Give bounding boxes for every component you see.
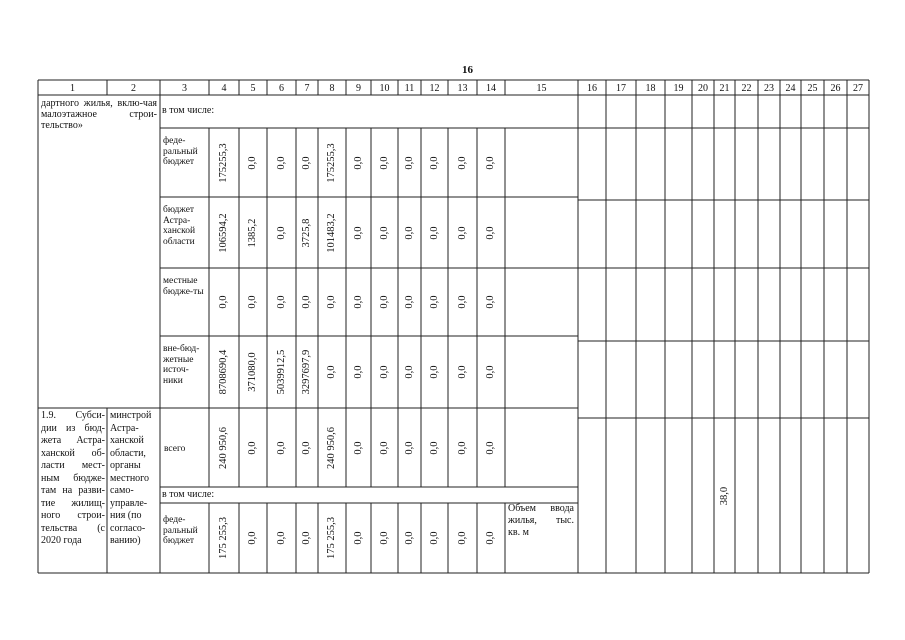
value-cell: 175 255,3 [326,517,337,559]
value-cell: 0,0 [378,295,390,309]
header-cell: 12 [429,83,440,94]
value-cell: 0,0 [485,225,496,240]
value-cell: 0,0 [301,155,312,170]
value-cell: 0,0 [247,440,258,455]
value-cell: 0,0 [456,531,468,545]
value-cell: 0,0 [428,440,440,455]
value-cell: 0,0 [326,295,337,309]
value-cell: 0,0 [352,155,364,170]
value-cell: 0,0 [378,155,390,170]
value-cell: 240 950,6 [326,426,337,469]
value-cell: 0,0 [403,295,415,309]
value-cell: 0,0 [428,295,440,309]
page-number: 16 [462,64,473,76]
value-cell: 175255,3 [326,142,337,183]
responsible-executor-line: управле- [110,497,148,509]
value-cell: 0,0 [352,295,364,309]
value-cell: 175 255,3 [218,517,229,559]
value-cell: 8708690,4 [218,349,229,395]
responsible-executor-line: ния (по [110,510,142,521]
indicator-line: кв. м [508,527,529,538]
value-cell: 0,0 [326,365,337,379]
responsible-executor-line: согласо- [110,522,146,534]
header-cell: 16 [587,83,597,94]
value-cell: 0,0 [456,155,468,170]
header-cell: 3 [182,83,187,94]
value-cell: 0,0 [456,295,468,309]
value-cell: 0,0 [403,365,415,379]
funding-source-label: феде-ральный бюджет [163,136,198,167]
activity-name-line: там на разви- [41,485,105,496]
value-cell: 175255,3 [218,142,229,183]
value-cell: 0,0 [485,365,496,379]
header-cell: 6 [279,83,284,94]
value-cell: 0,0 [428,225,440,240]
header-cell: 19 [673,83,684,94]
funding-source-label: местные бюдже-ты [163,276,204,297]
header-cell: 8 [329,83,335,94]
value-cell: 0,0 [275,155,287,170]
value-cell: 0,0 [378,531,390,545]
value-cell: 0,0 [403,440,415,455]
responsible-executor-line: ханской [110,435,144,446]
value-cell: 3725,8 [301,218,312,247]
responsible-executor-line: ванию) [110,535,141,546]
header-cell: 7 [304,83,310,94]
value-cell: 1385,2 [247,218,258,247]
value-cell: 101483,2 [326,212,337,253]
value-cell: 0,0 [456,365,468,379]
responsible-executor-line: Астра- [110,422,139,434]
header-cell: 24 [785,83,796,94]
value-cell: 0,0 [485,440,496,455]
activity-name-line: ным бюдже- [41,472,105,484]
header-cell: 9 [356,83,361,94]
value-cell: 0,0 [428,155,440,170]
in-total-label-2: в том числе: [162,489,215,500]
value-cell: 371080,0 [247,352,258,392]
header-cell: 25 [807,83,818,94]
in-total-label-1: в том числе: [162,105,215,116]
value-cell: 0,0 [485,295,496,309]
header-cell: 1 [70,83,75,94]
value-cell: 0,0 [485,155,496,170]
value-cell: 0,0 [352,365,364,379]
responsible-executor-line: местного [110,472,150,484]
row-title-continued: дартного жилья, вклю-чая малоэтажное строи-тельство» [41,98,157,131]
header-cell: 14 [486,83,496,94]
header-cell: 5 [250,83,256,94]
header-cell: 11 [404,83,415,94]
header-cell: 17 [616,83,626,94]
value-cell: 0,0 [403,225,415,240]
responsible-executor-line: области, [110,447,146,459]
value-cell: 0,0 [301,295,312,309]
value-cell: 0,0 [301,440,312,455]
value-cell: 0,0 [428,365,440,379]
activity-name-line: 2020 года [41,535,82,546]
responsible-executor-line: само- [110,485,134,496]
activity-name-line: ханской об- [41,447,105,459]
value-cell: 240 950,6 [218,426,229,469]
indicator-line: Объем ввода [508,503,574,514]
header-cell: 18 [645,83,656,94]
value-cell: 0,0 [275,531,287,545]
value-cell: 0,0 [247,155,258,170]
header-cell: 13 [457,83,468,94]
value-cell: 0,0 [403,155,415,170]
header-cell: 26 [830,83,841,94]
value-cell: 0,0 [403,531,415,545]
activity-name-line: тельства (с [41,522,105,534]
activity-name-line: дии из бюд- [41,422,105,434]
header-cell: 2 [131,83,136,94]
value-cell: 0,0 [218,295,229,309]
value-cell: 0,0 [378,365,390,379]
value-cell: 0,0 [456,440,468,455]
value-cell: 3297697,9 [301,349,312,395]
value-cell: 0,0 [301,531,312,545]
activity-name-line: тие жилищ- [41,497,105,509]
header-cell: 15 [536,83,547,94]
value-cell: 106594,2 [218,212,229,253]
value-cell: 0,0 [456,225,468,240]
activity-name-line: жета Астра- [41,435,105,446]
value-cell: 0,0 [352,225,364,240]
header-cell: 23 [764,83,774,94]
header-cell: 21 [719,83,730,94]
header-cell: 20 [698,83,708,94]
value-cell: 0,0 [275,440,287,455]
value-cell: 0,0 [352,531,364,545]
federal-budget-label: феде-ральный бюджет [163,515,198,546]
responsible-executor-line: органы [110,460,141,471]
value-cell: 0,0 [275,225,287,240]
value-cell: 0,0 [378,225,390,240]
header-cell: 4 [221,83,227,94]
header-cell: 27 [853,83,863,94]
header-cell: 22 [741,83,752,94]
total-label: всего [164,444,186,454]
activity-name-line: ласти мест- [41,460,105,471]
responsible-executor-line: минстрой [110,410,152,421]
funding-source-label: вне-бюд-жетные источ-ники [163,344,200,386]
indicator-line: жилья, тыс. [508,515,574,526]
value-cell: 0,0 [275,295,287,309]
value-cell: 0,0 [485,531,496,545]
value-cell: 0,0 [247,295,258,309]
target-value-cell: 38,0 [718,486,730,506]
value-cell: 0,0 [352,440,364,455]
header-cell: 10 [379,83,390,94]
activity-name-line: ного строи- [41,510,105,521]
funding-source-label: бюджет Астра-ханской области [163,205,196,247]
value-cell: 0,0 [378,440,390,455]
value-cell: 0,0 [428,531,440,545]
value-cell: 5039912,5 [275,349,287,395]
value-cell: 0,0 [247,531,258,545]
activity-name-line: 1.9. Субси- [41,410,105,421]
